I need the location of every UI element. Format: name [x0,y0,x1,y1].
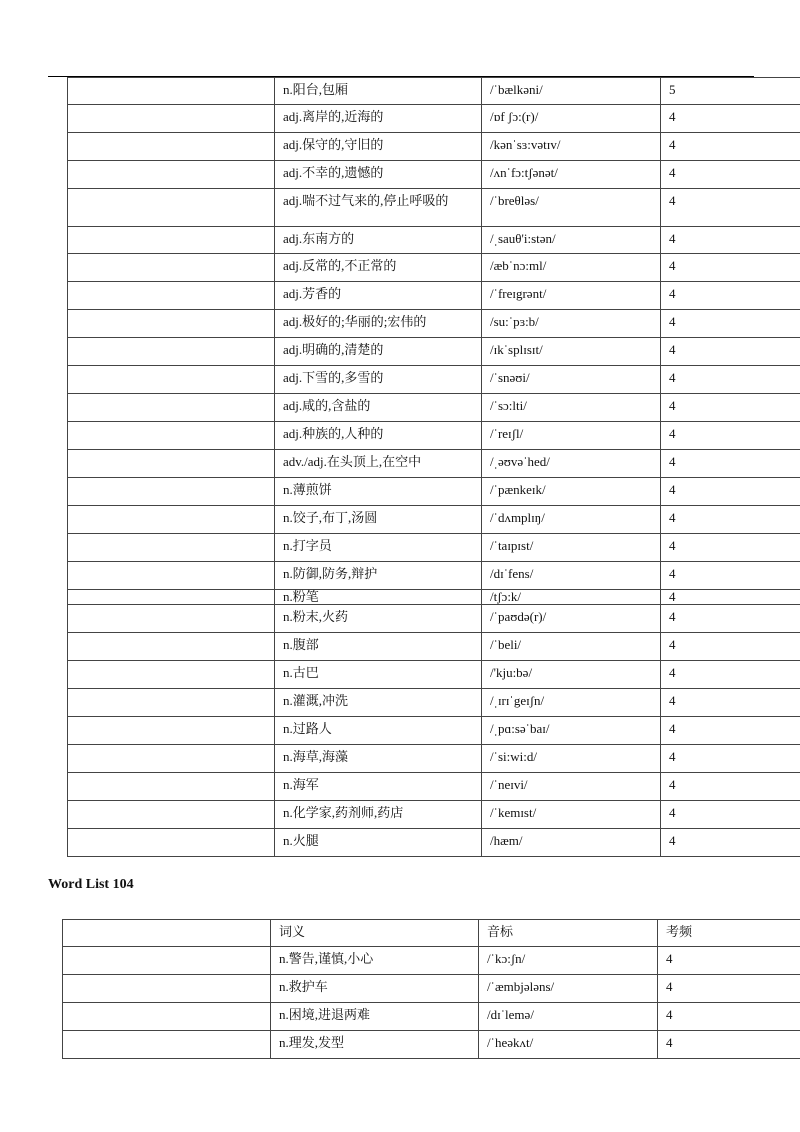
word-cell [68,366,275,394]
phonetic-cell: /ˈpaʊdə(r)/ [482,605,661,633]
word-cell [68,801,275,829]
word-cell [68,422,275,450]
meaning-cell: n.救护车 [271,975,479,1003]
frequency-cell: 4 [661,605,800,633]
table-row [68,534,800,562]
header-blank-cell [63,920,271,947]
table-row [68,450,800,478]
phonetic-cell: /ˌpɑ:səˈbaɪ/ [482,717,661,745]
section-title: Word List 104 [48,877,134,892]
table-row [68,661,800,689]
phonetic-cell: /ˈbeli/ [482,633,661,661]
meaning-cell: adj.保守的,守旧的 [275,133,482,161]
word-cell [68,78,275,105]
frequency-cell: 4 [661,633,800,661]
meaning-cell: n.饺子,布丁,汤圆 [275,506,482,534]
frequency-cell: 4 [661,478,800,506]
frequency-cell: 4 [661,590,800,605]
table-row [68,105,800,133]
table-row [68,689,800,717]
word-cell [68,478,275,506]
frequency-cell: 4 [661,689,800,717]
phonetic-cell: /dɪˈlemə/ [479,1003,658,1031]
word-cell [68,105,275,133]
frequency-cell: 4 [658,1031,800,1059]
word-cell [68,161,275,189]
table-row [68,829,800,857]
frequency-cell: 4 [661,161,800,189]
word-cell [68,689,275,717]
frequency-cell: 4 [661,661,800,689]
meaning-cell: n.海军 [275,773,482,801]
header-phonetic: 音标 [479,920,658,947]
word-cell [68,633,275,661]
frequency-cell: 4 [661,506,800,534]
word-cell [68,133,275,161]
frequency-cell: 4 [661,773,800,801]
frequency-cell: 4 [661,189,800,227]
meaning-cell: adj.反常的,不正常的 [275,254,482,282]
meaning-cell: adj.芳香的 [275,282,482,310]
meaning-cell: n.腹部 [275,633,482,661]
table-row [68,254,800,282]
frequency-cell: 4 [661,534,800,562]
meaning-cell: adj.东南方的 [275,227,482,254]
word-cell [68,745,275,773]
table-header-row [63,920,800,947]
word-cell [68,605,275,633]
meaning-cell: n.古巴 [275,661,482,689]
table-row [68,366,800,394]
vocab-table-2 [62,919,800,1059]
table-row [68,189,800,227]
phonetic-cell: /ˈfreɪgrənt/ [482,282,661,310]
phonetic-cell: /ˈbælkəni/ [482,78,661,105]
phonetic-cell: /ˈheəkʌt/ [479,1031,658,1059]
word-cell [68,829,275,857]
table-row [68,605,800,633]
frequency-cell: 4 [661,310,800,338]
word-cell [68,338,275,366]
phonetic-cell: /'kju:bə/ [482,661,661,689]
meaning-cell: n.粉笔 [275,590,482,605]
word-cell [68,590,275,605]
frequency-cell: 4 [661,562,800,590]
header-meaning: 词义 [271,920,479,947]
meaning-cell: n.打字员 [275,534,482,562]
meaning-cell: adj.下雪的,多雪的 [275,366,482,394]
meaning-cell: adj.明确的,清楚的 [275,338,482,366]
frequency-cell: 4 [661,338,800,366]
phonetic-cell: /ˌsauθ'i:stən/ [482,227,661,254]
table-row [68,717,800,745]
word-cell [63,1031,271,1059]
phonetic-cell: /ˈtaɪpɪst/ [482,534,661,562]
meaning-cell: n.灌溉,冲洗 [275,689,482,717]
meaning-cell: n.火腿 [275,829,482,857]
frequency-cell: 4 [661,717,800,745]
table-row [68,506,800,534]
frequency-cell: 4 [661,105,800,133]
phonetic-cell: /ˈsɔ:lti/ [482,394,661,422]
phonetic-cell: /hæm/ [482,829,661,857]
table-row [68,227,800,254]
phonetic-cell: /æbˈnɔ:ml/ [482,254,661,282]
word-cell [68,661,275,689]
meaning-cell: n.薄煎饼 [275,478,482,506]
phonetic-cell: /ˈpænkeɪk/ [482,478,661,506]
phonetic-cell: /ˈsi:wi:d/ [482,745,661,773]
phonetic-cell: /ˈsnəʊi/ [482,366,661,394]
frequency-cell: 4 [661,227,800,254]
meaning-cell: adj.喘不过气来的,停止呼吸的 [275,189,482,227]
frequency-cell: 4 [661,422,800,450]
frequency-cell: 4 [658,947,800,975]
frequency-cell: 4 [661,450,800,478]
phonetic-cell: /ˈæmbjələns/ [479,975,658,1003]
phonetic-cell: /ˌəʊvəˈhed/ [482,450,661,478]
word-cell [68,506,275,534]
frequency-cell: 4 [661,366,800,394]
table-row [68,773,800,801]
meaning-cell: n.困境,进退两难 [271,1003,479,1031]
meaning-cell: adj.离岸的,近海的 [275,105,482,133]
meaning-cell: adj.咸的,含盐的 [275,394,482,422]
word-cell [68,534,275,562]
word-cell [63,975,271,1003]
meaning-cell: adj.种族的,人种的 [275,422,482,450]
word-cell [68,227,275,254]
table-row [63,947,800,975]
frequency-cell: 5 [661,78,800,105]
word-cell [68,189,275,227]
table-row [63,975,800,1003]
word-cell [68,254,275,282]
meaning-cell: adj.极好的;华丽的;宏伟的 [275,310,482,338]
phonetic-cell: /ʌnˈfɔ:tʃənət/ [482,161,661,189]
phonetic-cell: /kənˈsɜ:vətɪv/ [482,133,661,161]
phonetic-cell: /dɪˈfens/ [482,562,661,590]
meaning-cell: n.警告,谨慎,小心 [271,947,479,975]
table-row [68,562,800,590]
table-row [68,590,800,605]
phonetic-cell: /su:ˈpɜ:b/ [482,310,661,338]
table-row [68,745,800,773]
meaning-cell: n.阳台,包厢 [275,78,482,105]
word-cell [63,1003,271,1031]
frequency-cell: 4 [661,829,800,857]
frequency-cell: 4 [658,1003,800,1031]
table-row [68,801,800,829]
word-cell [68,773,275,801]
word-cell [68,717,275,745]
meaning-cell: n.化学家,药剂师,药店 [275,801,482,829]
word-cell [68,310,275,338]
table-row [68,133,800,161]
table-row [68,310,800,338]
frequency-cell: 4 [661,133,800,161]
phonetic-cell: /ˈkɔ:ʃn/ [479,947,658,975]
table-row [68,478,800,506]
phonetic-cell: /ˈreɪʃl/ [482,422,661,450]
table-row [63,1031,800,1059]
frequency-cell: 4 [661,394,800,422]
word-cell [68,562,275,590]
meaning-cell: n.海草,海藻 [275,745,482,773]
meaning-cell: n.粉末,火药 [275,605,482,633]
phonetic-cell: /tʃɔ:k/ [482,590,661,605]
table-row [68,338,800,366]
word-cell [68,394,275,422]
frequency-cell: 4 [661,801,800,829]
phonetic-cell: /ˈdʌmplɪŋ/ [482,506,661,534]
table-row [68,161,800,189]
frequency-cell: 4 [658,975,800,1003]
phonetic-cell: /ˈkemɪst/ [482,801,661,829]
meaning-cell: n.理发,发型 [271,1031,479,1059]
phonetic-cell: /ɒf ʃɔ:(r)/ [482,105,661,133]
header-frequency: 考频 [658,920,800,947]
phonetic-cell: /ˈbreθləs/ [482,189,661,227]
table-row [68,633,800,661]
meaning-cell: adv./adj.在头顶上,在空中 [275,450,482,478]
meaning-cell: adj.不幸的,遗憾的 [275,161,482,189]
vocab-table-1 [67,77,800,857]
frequency-cell: 4 [661,282,800,310]
table-row [63,1003,800,1031]
table-row [68,422,800,450]
word-cell [68,450,275,478]
word-cell [68,282,275,310]
phonetic-cell: /ɪkˈsplɪsɪt/ [482,338,661,366]
word-cell [63,947,271,975]
frequency-cell: 4 [661,745,800,773]
table-row [68,282,800,310]
phonetic-cell: /ˌɪrɪˈgeɪʃn/ [482,689,661,717]
table-row [68,78,800,105]
frequency-cell: 4 [661,254,800,282]
table-row [68,394,800,422]
meaning-cell: n.防御,防务,辩护 [275,562,482,590]
meaning-cell: n.过路人 [275,717,482,745]
phonetic-cell: /ˈneɪvi/ [482,773,661,801]
